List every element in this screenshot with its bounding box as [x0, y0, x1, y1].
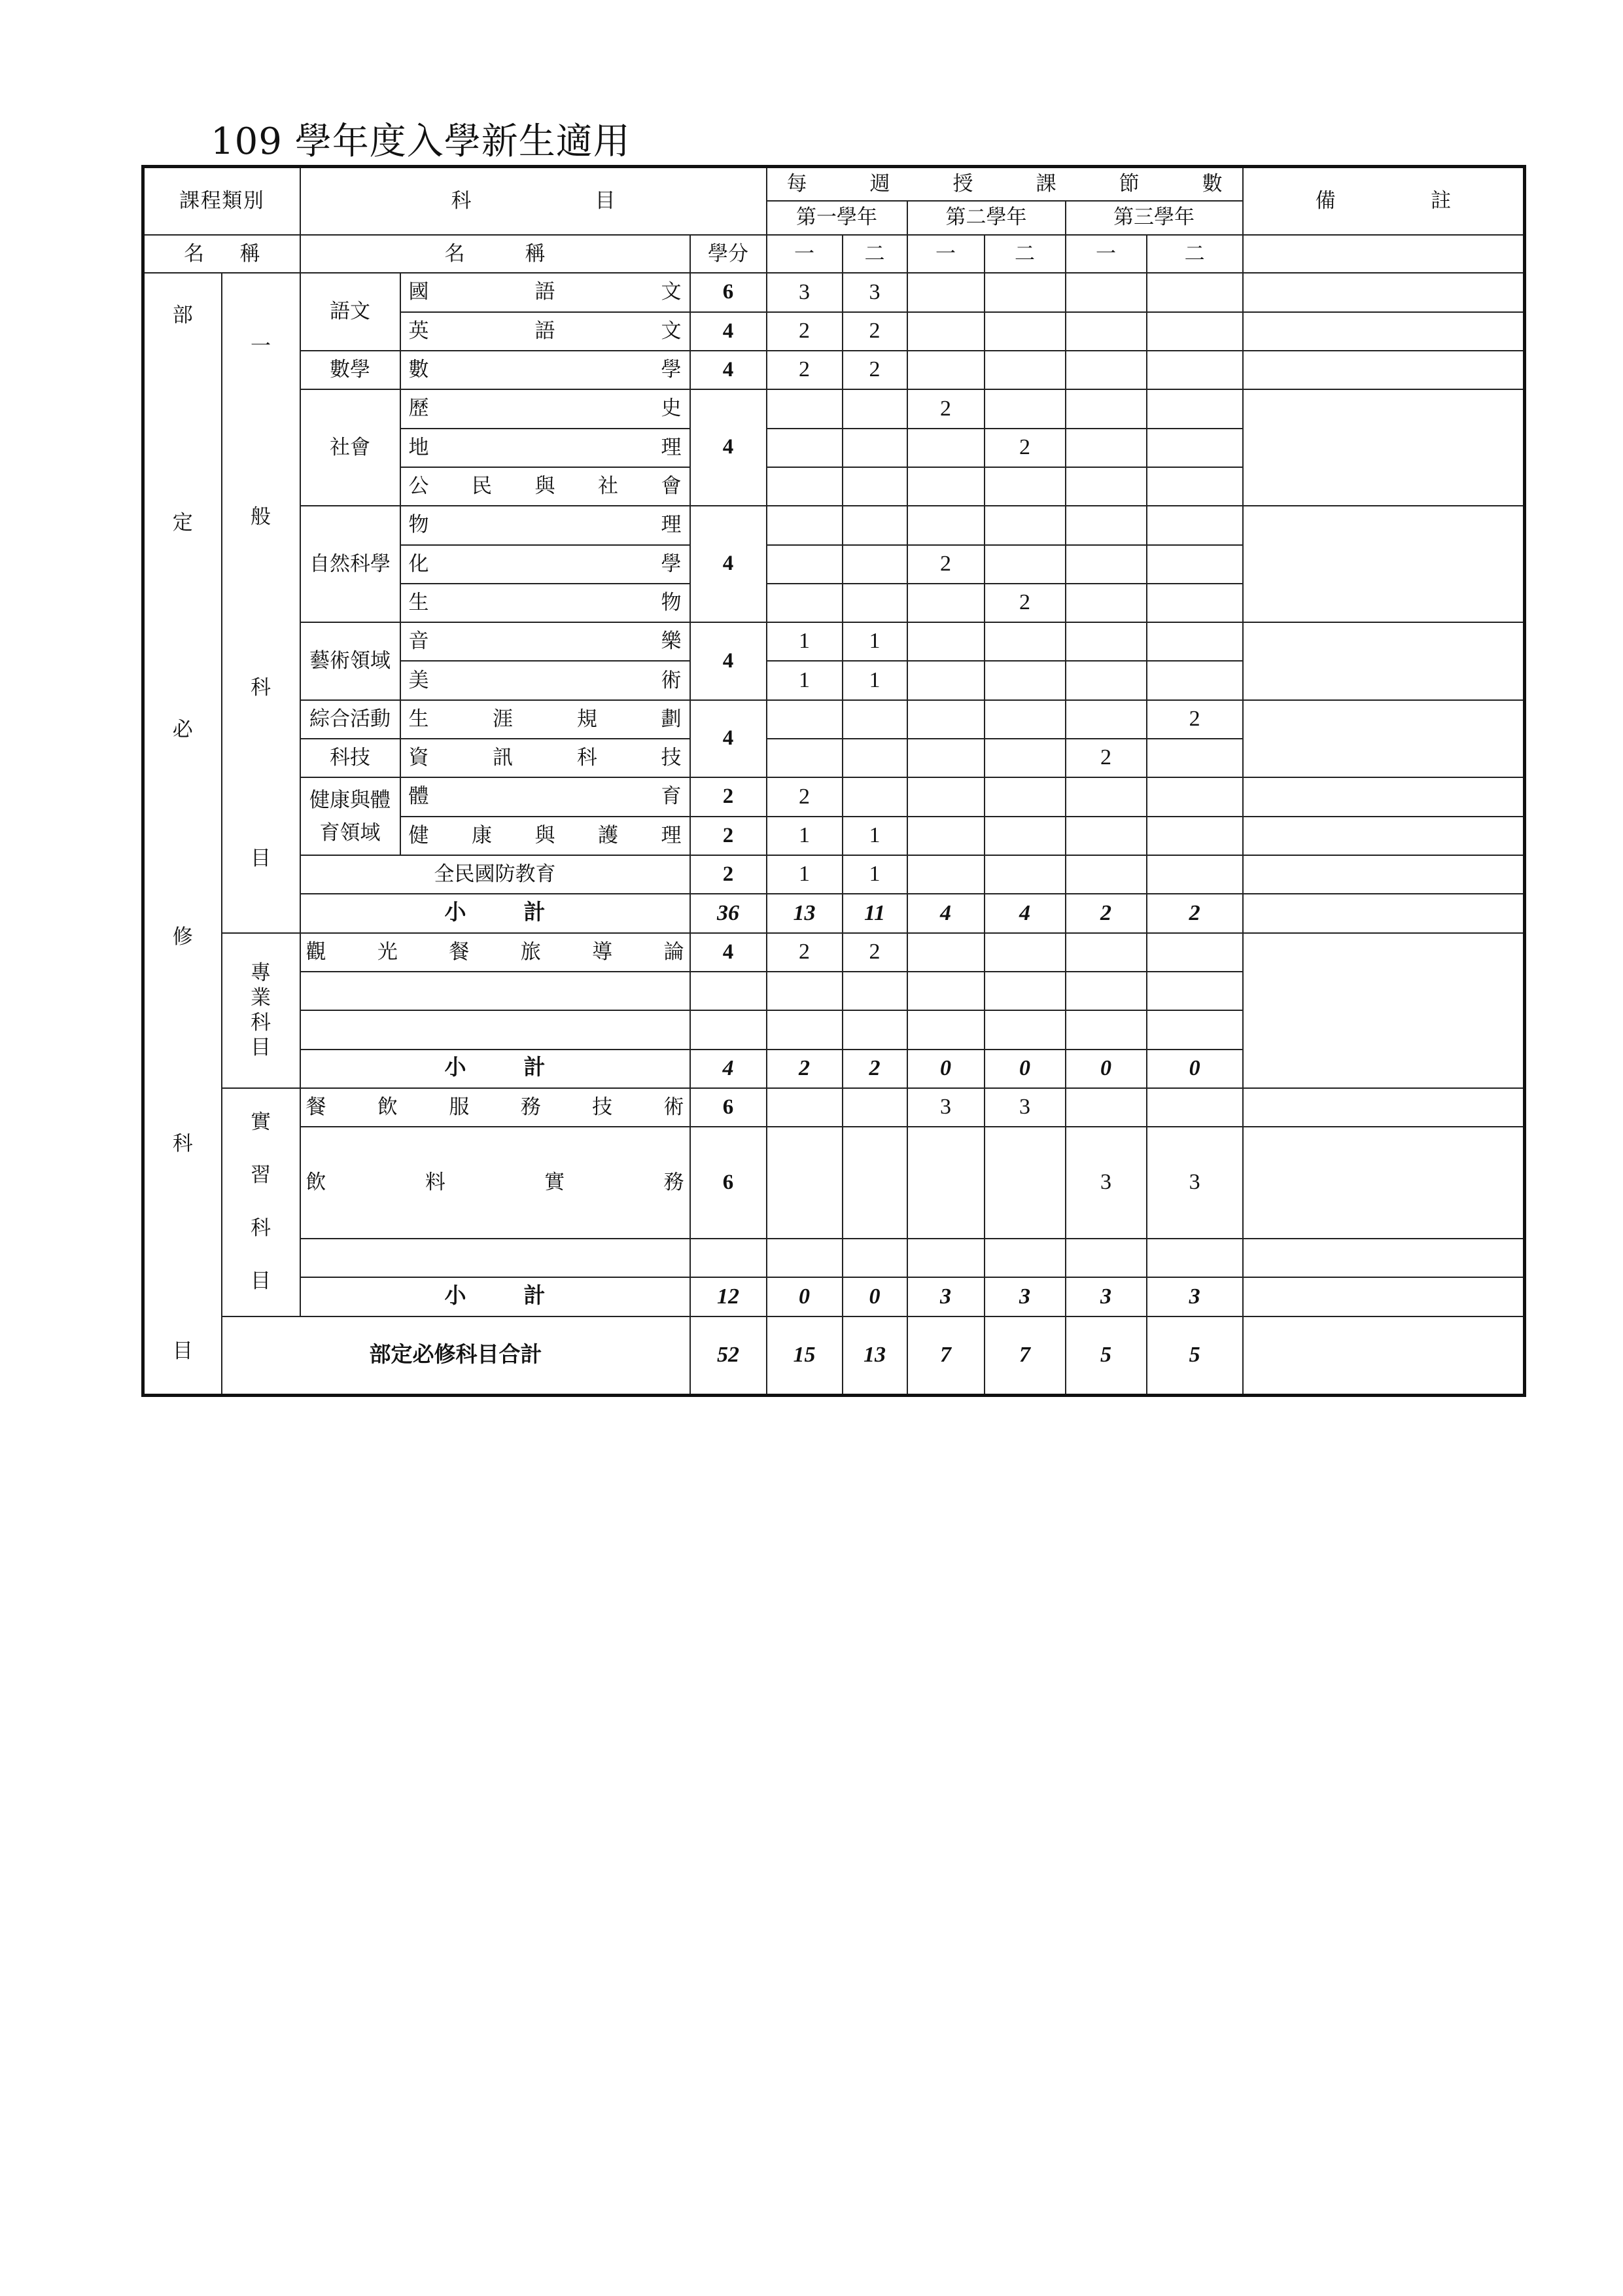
hours-cell: [843, 467, 907, 506]
hours-cell: 0: [1147, 1050, 1243, 1088]
hours-cell: [985, 700, 1066, 739]
subject-name: 英語文: [400, 312, 690, 351]
hours-cell: [767, 1088, 843, 1127]
credits-cell: 4: [690, 506, 767, 622]
group-general-label: [222, 273, 300, 932]
subtotal-label: 小計: [300, 1050, 690, 1088]
hours-cell: 1: [843, 817, 907, 855]
hours-cell: 2: [985, 584, 1066, 622]
hours-cell: 3: [1066, 1277, 1147, 1316]
hours-cell: 13: [843, 1316, 907, 1396]
hours-cell: [843, 584, 907, 622]
hours-cell: [1066, 817, 1147, 855]
hours-cell: [1147, 1088, 1243, 1127]
remarks-cell: [1243, 777, 1525, 816]
hours-cell: 0: [1066, 1050, 1147, 1088]
header-credits: 學分: [690, 235, 767, 273]
subject-name: 體育: [400, 777, 690, 816]
hours-cell: [767, 506, 843, 544]
remarks-cell: [1243, 855, 1525, 894]
hours-cell: 2: [767, 933, 843, 972]
credits-cell: [690, 1239, 767, 1277]
vertical-char: 科: [172, 1132, 193, 1156]
hours-cell: 7: [985, 1316, 1066, 1396]
hours-cell: 3: [1066, 1127, 1147, 1239]
hours-cell: 1: [843, 661, 907, 699]
credits-cell: 4: [690, 312, 767, 351]
vertical-char: 習: [251, 1163, 271, 1188]
table-row: [143, 622, 1525, 661]
hours-cell: 1: [843, 855, 907, 894]
header-year1: 第一學年: [767, 201, 907, 235]
vertical-char: 目: [172, 1339, 193, 1363]
table-row: [143, 506, 1525, 544]
hours-cell: 3: [907, 1277, 985, 1316]
credits-cell: 4: [690, 933, 767, 972]
hours-cell: [1066, 700, 1147, 739]
total-label: 部定必修科目合計: [222, 1316, 690, 1396]
hours-cell: [907, 312, 985, 351]
hours-cell: [907, 972, 985, 1010]
hours-cell: 5: [1066, 1316, 1147, 1396]
hours-cell: 2: [767, 1050, 843, 1088]
credits-cell: 2: [690, 855, 767, 894]
subject-name: 地理: [400, 429, 690, 467]
hours-cell: [1066, 351, 1147, 389]
hours-cell: 2: [843, 351, 907, 389]
credits-cell: 4: [690, 1050, 767, 1088]
hours-cell: [843, 1239, 907, 1277]
header-blank: [1243, 235, 1525, 273]
hours-cell: [985, 817, 1066, 855]
table-row: [143, 777, 1525, 816]
subtotal-label: 小計: [300, 894, 690, 932]
hours-cell: [843, 429, 907, 467]
credits-cell: 6: [690, 1127, 767, 1239]
hours-cell: 3: [767, 273, 843, 311]
credits-cell: 4: [690, 622, 767, 700]
subject-name: [300, 1010, 690, 1049]
credits-cell: [690, 972, 767, 1010]
hours-cell: [1147, 855, 1243, 894]
remarks-cell: [1243, 273, 1525, 311]
hours-cell: [1066, 1239, 1147, 1277]
vertical-char: 專: [251, 961, 271, 985]
header-y1s1: 一: [767, 235, 843, 273]
remarks-cell: [1243, 1277, 1525, 1316]
hours-cell: [985, 467, 1066, 506]
remarks-cell: [1243, 351, 1525, 389]
hours-cell: [843, 545, 907, 584]
remarks-cell: [1243, 1239, 1525, 1277]
header-weekly-hours: 每週授課節數: [767, 167, 1243, 201]
hours-cell: [1147, 817, 1243, 855]
subject-name: 數學: [400, 351, 690, 389]
hours-cell: 2: [843, 1050, 907, 1088]
subtotal-row-general: [143, 894, 1525, 932]
hours-cell: [985, 1010, 1066, 1049]
subject-name: [300, 972, 690, 1010]
hours-cell: [1147, 933, 1243, 972]
hours-cell: [985, 506, 1066, 544]
hours-cell: [907, 661, 985, 699]
remarks-cell: [1243, 1316, 1525, 1396]
hours-cell: 2: [843, 312, 907, 351]
hours-cell: [907, 429, 985, 467]
hours-cell: [1147, 777, 1243, 816]
subject-name: 美術: [400, 661, 690, 699]
hours-cell: [767, 972, 843, 1010]
hours-cell: [1147, 739, 1243, 777]
hours-cell: [1066, 661, 1147, 699]
hours-cell: [1147, 1239, 1243, 1277]
vert-general-text: [222, 321, 300, 884]
hours-cell: [1066, 972, 1147, 1010]
hours-cell: 0: [985, 1050, 1066, 1088]
hours-cell: [907, 351, 985, 389]
hours-cell: [985, 855, 1066, 894]
hours-cell: [907, 1127, 985, 1239]
hours-cell: [985, 933, 1066, 972]
table-row: [143, 1088, 1525, 1127]
header-y2s1: 一: [907, 235, 985, 273]
hours-cell: [767, 389, 843, 428]
hours-cell: [843, 389, 907, 428]
header-y1s2: 二: [843, 235, 907, 273]
vertical-char: 目: [251, 1269, 271, 1294]
hours-cell: 2: [843, 933, 907, 972]
hours-cell: [907, 622, 985, 661]
hours-cell: [843, 739, 907, 777]
hours-cell: [1066, 429, 1147, 467]
subject-name: 生物: [400, 584, 690, 622]
hours-cell: [985, 777, 1066, 816]
credits-cell: 2: [690, 817, 767, 855]
hours-cell: [1066, 933, 1147, 972]
hours-cell: [907, 584, 985, 622]
table-row: [143, 855, 1525, 894]
hours-cell: 4: [985, 894, 1066, 932]
remarks-cell: [1243, 894, 1525, 932]
hours-cell: [985, 351, 1066, 389]
vertical-char: 目: [251, 1036, 271, 1060]
table-row: [143, 273, 1525, 311]
hours-cell: [907, 273, 985, 311]
hours-cell: [985, 312, 1066, 351]
remarks-cell: [1243, 933, 1525, 1088]
credits-cell: 4: [690, 351, 767, 389]
table-row: [143, 1127, 1525, 1239]
hours-cell: [1147, 467, 1243, 506]
hours-cell: 2: [767, 777, 843, 816]
credits-cell: 36: [690, 894, 767, 932]
subject-name: 餐飲服務技術: [300, 1088, 690, 1127]
hours-cell: [985, 972, 1066, 1010]
hours-cell: [907, 739, 985, 777]
hours-cell: [1066, 777, 1147, 816]
subject-name: 物理: [400, 506, 690, 544]
credits-cell: 12: [690, 1277, 767, 1316]
hours-cell: [843, 777, 907, 816]
credits-cell: 4: [690, 389, 767, 506]
subtotal-label: 小計: [300, 1277, 690, 1316]
subject-name: 公民與社會: [400, 467, 690, 506]
hours-cell: [1147, 545, 1243, 584]
subject-name: 國語文: [400, 273, 690, 311]
remarks-cell: [1243, 506, 1525, 622]
hours-cell: 2: [907, 545, 985, 584]
hours-cell: [1147, 972, 1243, 1010]
hours-cell: [1066, 1010, 1147, 1049]
hours-cell: [843, 1010, 907, 1049]
hours-cell: [1066, 622, 1147, 661]
vertical-char: 般: [251, 505, 271, 529]
hours-cell: [1147, 622, 1243, 661]
hours-cell: 3: [1147, 1277, 1243, 1316]
hours-cell: [985, 739, 1066, 777]
hours-cell: [1147, 312, 1243, 351]
header-row-3: [143, 235, 1525, 273]
hours-cell: 3: [1147, 1127, 1243, 1239]
remarks-cell: [1243, 1127, 1525, 1239]
hours-cell: 7: [907, 1316, 985, 1396]
curriculum-table: [141, 165, 1526, 1397]
hours-cell: 4: [907, 894, 985, 932]
hours-cell: [767, 467, 843, 506]
hours-cell: [767, 1239, 843, 1277]
subject-name: 生涯規劃: [400, 700, 690, 739]
domain-arts: 藝術領域: [300, 622, 400, 700]
remarks-cell: [1243, 312, 1525, 351]
group-professional-label: [222, 933, 300, 1088]
table-row: [143, 700, 1525, 739]
hours-cell: [843, 972, 907, 1010]
header-year3: 第三學年: [1066, 201, 1243, 235]
hours-cell: [843, 1088, 907, 1127]
domain-math: 數學: [300, 351, 400, 389]
domain-social: 社會: [300, 389, 400, 506]
vert-practical-text: [222, 1104, 300, 1300]
remarks-cell: [1243, 389, 1525, 506]
vert-professional-text: [222, 961, 300, 1060]
subject-name: 飲料實務: [300, 1127, 690, 1239]
vertical-char: 一: [251, 334, 271, 359]
subject-name: 觀光餐旅導論: [300, 933, 690, 972]
subject-name: 健康與護理: [400, 817, 690, 855]
subject-name: 資訊科技: [400, 739, 690, 777]
vertical-char: 科: [251, 676, 271, 700]
hours-cell: [767, 584, 843, 622]
header-y2s2: 二: [985, 235, 1066, 273]
hours-cell: 13: [767, 894, 843, 932]
hours-cell: [907, 933, 985, 972]
hours-cell: 1: [767, 817, 843, 855]
credits-cell: 4: [690, 700, 767, 778]
hours-cell: 0: [767, 1277, 843, 1316]
remarks-cell: [1243, 622, 1525, 700]
domain-science: 自然科學: [300, 506, 400, 622]
hours-cell: [1147, 389, 1243, 428]
page-title: 109 學年度入學新生適用: [211, 120, 631, 163]
hours-cell: 0: [843, 1277, 907, 1316]
hours-cell: 2: [907, 389, 985, 428]
vertical-char: 必: [172, 718, 193, 742]
header-name-2: 名稱: [300, 235, 690, 273]
header-y3s1: 一: [1066, 235, 1147, 273]
hours-cell: [907, 700, 985, 739]
hours-cell: [907, 777, 985, 816]
hours-cell: [907, 1239, 985, 1277]
hours-cell: [767, 739, 843, 777]
header-subject: 科目: [300, 167, 767, 236]
hours-cell: 1: [843, 622, 907, 661]
hours-cell: 3: [907, 1088, 985, 1127]
hours-cell: 2: [985, 429, 1066, 467]
vertical-char: 修: [172, 925, 193, 949]
hours-cell: 5: [1147, 1316, 1243, 1396]
vertical-char: 業: [251, 986, 271, 1010]
hours-cell: [1066, 273, 1147, 311]
hours-cell: 2: [767, 312, 843, 351]
hours-cell: 1: [767, 661, 843, 699]
hours-cell: [1066, 389, 1147, 428]
credits-cell: [690, 1010, 767, 1049]
hours-cell: [985, 273, 1066, 311]
credits-cell: 6: [690, 273, 767, 311]
hours-cell: 2: [1066, 739, 1147, 777]
hours-cell: [907, 855, 985, 894]
hours-cell: [1066, 312, 1147, 351]
subject-name: 歷史: [400, 389, 690, 428]
hours-cell: [985, 661, 1066, 699]
hours-cell: [1147, 429, 1243, 467]
hours-cell: 2: [1147, 894, 1243, 932]
domain-tech: 科技: [300, 739, 400, 777]
header-remarks: 備註: [1243, 167, 1525, 236]
vertical-char: 科: [251, 1216, 271, 1241]
hours-cell: [843, 506, 907, 544]
hours-cell: [1066, 467, 1147, 506]
subtotal-row-practical: [143, 1277, 1525, 1316]
hours-cell: [1066, 1088, 1147, 1127]
hours-cell: [1066, 506, 1147, 544]
hours-cell: [767, 429, 843, 467]
subject-name: 化學: [400, 545, 690, 584]
credits-cell: 2: [690, 777, 767, 816]
hours-cell: [985, 622, 1066, 661]
hours-cell: [907, 467, 985, 506]
subject-name: 全民國防教育: [300, 855, 690, 894]
hours-cell: 2: [767, 351, 843, 389]
credits-cell: 52: [690, 1316, 767, 1396]
hours-cell: 1: [767, 622, 843, 661]
hours-cell: [985, 389, 1066, 428]
hours-cell: [1066, 545, 1147, 584]
vertical-char: 實: [251, 1110, 271, 1135]
header-y3s2: 二: [1147, 235, 1243, 273]
hours-cell: 15: [767, 1316, 843, 1396]
vertical-char: 目: [251, 847, 271, 871]
hours-cell: [1147, 1010, 1243, 1049]
hours-cell: [843, 700, 907, 739]
hours-cell: [985, 1239, 1066, 1277]
hours-cell: [1147, 273, 1243, 311]
total-row: [143, 1316, 1525, 1396]
hours-cell: [985, 545, 1066, 584]
hours-cell: [843, 1127, 907, 1239]
hours-cell: 11: [843, 894, 907, 932]
hours-cell: 2: [1066, 894, 1147, 932]
hours-cell: [1066, 855, 1147, 894]
hours-cell: [907, 817, 985, 855]
table-row-empty: [143, 1239, 1525, 1277]
vertical-char: 部: [172, 304, 193, 328]
table-row: [143, 351, 1525, 389]
hours-cell: [767, 545, 843, 584]
subject-name: 音樂: [400, 622, 690, 661]
vertical-char: 定: [172, 510, 193, 535]
domain-language: 語文: [300, 273, 400, 351]
hours-cell: 3: [985, 1088, 1066, 1127]
header-name: 名稱: [143, 235, 300, 273]
subject-name: [300, 1239, 690, 1277]
hours-cell: [907, 506, 985, 544]
hours-cell: 3: [843, 273, 907, 311]
group-required-label: [143, 273, 222, 1395]
header-year2: 第二學年: [907, 201, 1066, 235]
group-practical-label: [222, 1088, 300, 1316]
remarks-cell: [1243, 1088, 1525, 1127]
hours-cell: [985, 1127, 1066, 1239]
hours-cell: [1147, 351, 1243, 389]
remarks-cell: [1243, 817, 1525, 855]
hours-cell: [767, 700, 843, 739]
domain-activity: 綜合活動: [300, 700, 400, 739]
hours-cell: [1147, 584, 1243, 622]
hours-cell: [767, 1127, 843, 1239]
hours-cell: 2: [1147, 700, 1243, 739]
table-row: [143, 933, 1525, 972]
header-course-category: 課程類別: [143, 167, 300, 236]
hours-cell: 3: [985, 1277, 1066, 1316]
hours-cell: [1066, 584, 1147, 622]
vertical-char: 科: [251, 1011, 271, 1035]
table-row: [143, 389, 1525, 428]
hours-cell: 1: [767, 855, 843, 894]
hours-cell: [767, 1010, 843, 1049]
hours-cell: 0: [907, 1050, 985, 1088]
remarks-cell: [1243, 700, 1525, 778]
hours-cell: [1147, 506, 1243, 544]
header-row-1: [143, 167, 1525, 201]
vert-required-text: [145, 284, 221, 1383]
domain-health: 健康與體育領域: [300, 777, 400, 855]
credits-cell: 6: [690, 1088, 767, 1127]
hours-cell: [907, 1010, 985, 1049]
hours-cell: [1147, 661, 1243, 699]
